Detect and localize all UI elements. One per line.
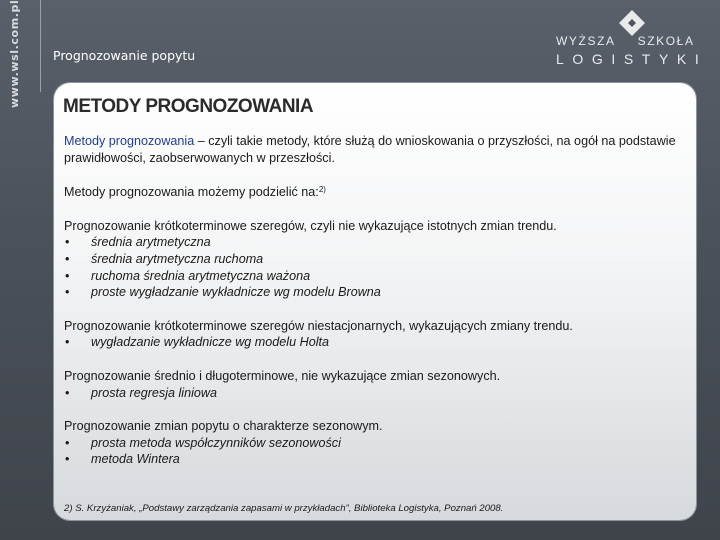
group-heading: Prognozowanie krótkoterminowe szeregów, czyli nie wykazujące istotnych zmian trendu.	[64, 218, 557, 233]
list-item: • metoda Wintera	[64, 451, 689, 468]
group-heading: Prognozowanie średnio i długoterminowe, nie wykazujące zmian sezonowych.	[64, 368, 501, 383]
logo-word-1: WYŻSZA	[556, 34, 616, 48]
list-item: • wygładzanie wykładnicze wg modelu Holta	[64, 334, 689, 351]
list-item: • prosta metoda współczynników sezonowości	[64, 435, 689, 452]
division-paragraph	[64, 182, 689, 201]
list-item: • proste wygładzanie wykładnicze wg modelu Browna	[64, 284, 689, 301]
school-logo	[556, 10, 706, 70]
website-url[interactable]: www.wsl.com.pl	[8, 0, 21, 108]
logo-word-2: SZKOŁA	[637, 34, 695, 48]
logo-line-2: LOGISTYKI	[556, 51, 708, 67]
group-heading: Prognozowanie krótkoterminowe szeregów niestacjonarnych, wykazujących zmiany trendu.	[64, 318, 573, 333]
intro-highlight: Metody prognozowania	[64, 134, 195, 148]
slide-title: METODY PROGNOZOWANIA	[63, 96, 314, 117]
intro-paragraph	[64, 133, 689, 166]
slide-content	[64, 133, 689, 468]
footnote-reference: 2)	[318, 185, 326, 195]
list-item: • prosta regresja liniowa	[64, 385, 689, 402]
division-text: Metody prognozowania możemy podzielić na:	[64, 185, 319, 200]
group-heading: Prognozowanie zmian popytu o charakterze sezonowym.	[64, 419, 383, 434]
list-item: • średnia arytmetyczna	[64, 234, 689, 251]
sidebar-divider	[40, 0, 41, 92]
header-title: Prognozowanie popytu	[53, 48, 196, 63]
list-item: • ruchoma średnia arytmetyczna ważona	[64, 268, 689, 285]
list-item: • średnia arytmetyczna ruchoma	[64, 251, 689, 268]
intro-text: – czyli takie metody, które służą do wnioskowania o przyszłości, na ogół na podstawie prawidłowości, zaobserwowanych w przeszłości.	[64, 134, 676, 165]
logo-line-1	[556, 34, 706, 48]
footnote: 2) S. Krzyżaniak, „Podstawy zarządzania zapasami w przykładach”, Biblioteka Logistyka, Poznań 2008.	[64, 503, 504, 514]
